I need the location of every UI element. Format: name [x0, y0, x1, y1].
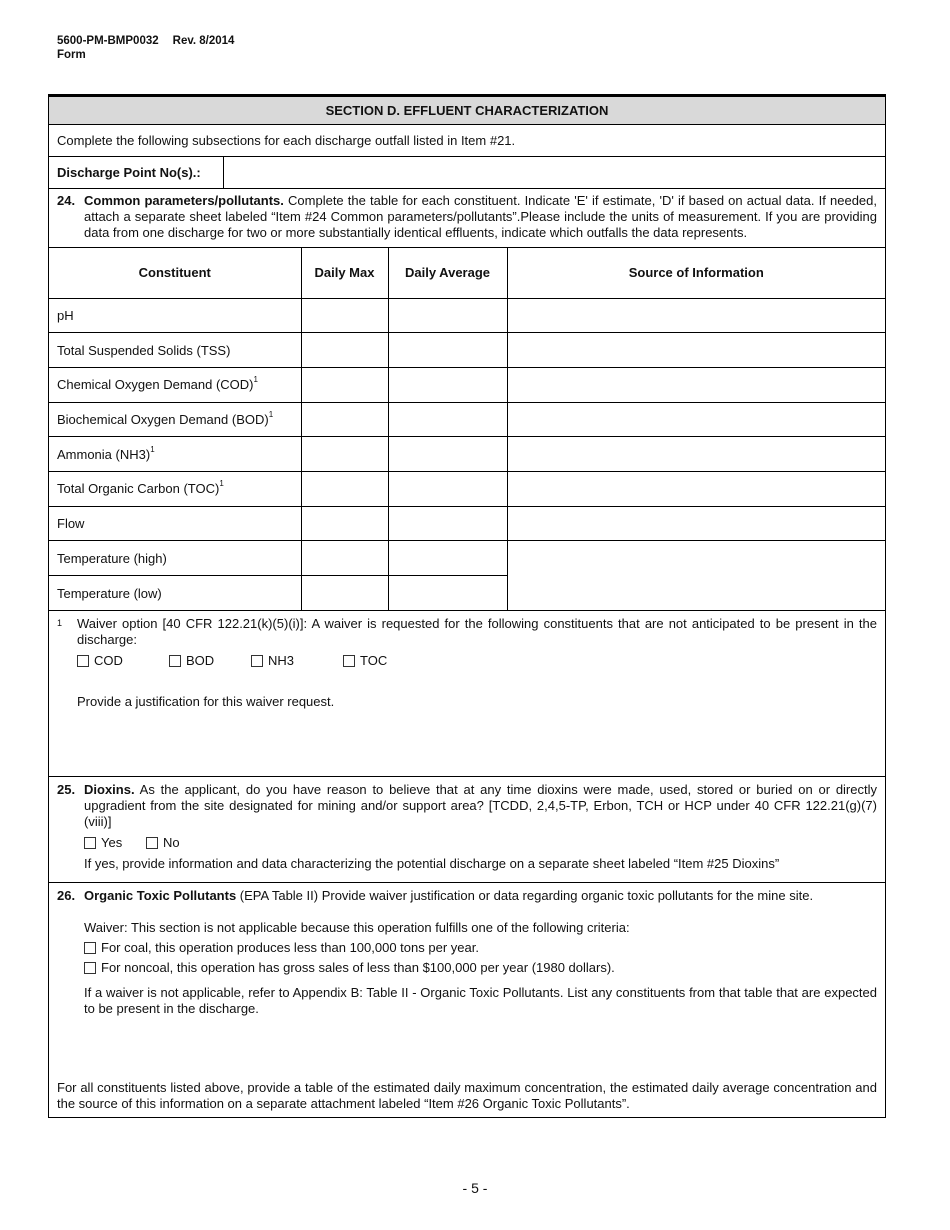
daily-average-cell[interactable]	[388, 437, 507, 472]
item-26-heading: Organic Toxic Pollutants	[84, 888, 237, 904]
daily-average-cell[interactable]	[388, 541, 507, 576]
form-header	[57, 34, 234, 62]
constituent-cell: Total Organic Carbon (TOC)$^1$	[49, 471, 301, 506]
daily-max-cell[interactable]	[301, 576, 388, 611]
parameters-table	[49, 248, 885, 610]
form-id: 5600-PM-BMP0032	[57, 35, 159, 47]
form-label: Form	[57, 49, 86, 61]
discharge-point-field[interactable]	[224, 157, 885, 188]
item-25-heading: Dioxins.	[84, 782, 135, 798]
waiver-justification-prompt: Provide a justification for this waiver request.	[77, 694, 335, 710]
daily-average-cell[interactable]	[388, 576, 507, 611]
waiver-option-cod[interactable]: COD	[77, 652, 169, 670]
table-row	[49, 333, 885, 368]
page-number: - 5 -	[462, 1180, 488, 1196]
checkbox-icon[interactable]	[146, 837, 158, 849]
daily-average-cell[interactable]	[388, 402, 507, 437]
source-cell-temperature[interactable]	[507, 541, 885, 610]
checkbox-icon[interactable]	[84, 942, 96, 954]
dioxin-yes[interactable]: Yes	[84, 834, 146, 852]
col-header-daily-average: Daily Average	[388, 248, 507, 298]
constituent-cell: Temperature (low)	[49, 576, 301, 611]
constituent-cell: pH	[49, 298, 301, 333]
source-cell[interactable]	[507, 333, 885, 368]
waiver-noncoal-option[interactable]: For noncoal, this operation has gross sales of less than $100,000 per year (1980 dollars).	[84, 960, 877, 976]
waiver-text: Waiver option [40 CFR 122.21(k)(5)(i)]: A waiver is requested for the following constituents that are not anticipated to be present in the discharge:	[77, 616, 877, 648]
effluent-form	[48, 94, 886, 1118]
item-24	[49, 189, 885, 248]
item-26-waiver: Waiver: This section is not applicable because this operation fulfills one of the following criteria:	[84, 920, 630, 936]
checkbox-icon[interactable]	[343, 655, 355, 667]
checkbox-icon[interactable]	[84, 837, 96, 849]
waiver-footnote	[49, 611, 885, 777]
item-26-text: (EPA Table II) Provide waiver justification or data regarding organic toxic pollutants for the mine site.	[236, 888, 814, 904]
source-cell[interactable]	[507, 437, 885, 472]
table-row	[49, 298, 885, 333]
col-header-constituent: Constituent	[49, 248, 301, 298]
source-cell[interactable]	[507, 471, 885, 506]
waiver-option-nh3[interactable]: NH3	[251, 652, 343, 670]
source-cell[interactable]	[507, 506, 885, 541]
form-revision: Rev. 8/2014	[172, 35, 235, 47]
daily-max-cell[interactable]	[301, 437, 388, 472]
item-24-text: Complete the table for each constituent. Indicate 'E' if estimate, 'D' if based on actual data. If needed, attach a separate sheet labeled “Item #24 Common parameters/pollutants”.Please include the units of measurement. If you are providing data from one discharge for two or more substantially identical effluents, indicate which outfalls the data represents.	[84, 193, 877, 240]
item-24-heading: Common parameters/pollutants.	[84, 193, 284, 208]
waiver-coal-option[interactable]: For coal, this operation produces less than 100,000 tons per year.	[84, 940, 877, 956]
constituent-cell: Flow	[49, 506, 301, 541]
daily-max-cell[interactable]	[301, 541, 388, 576]
daily-average-cell[interactable]	[388, 471, 507, 506]
daily-average-cell[interactable]	[388, 367, 507, 402]
daily-max-cell[interactable]	[301, 367, 388, 402]
table-row	[49, 402, 885, 437]
checkbox-icon[interactable]	[77, 655, 89, 667]
waiver-option-toc[interactable]: TOC	[343, 652, 387, 670]
item-25-text: As the applicant, do you have reason to believe that at any time dioxins were made, used, stored or buried on or directly upgradient from the site designated for mining and/or support area? [TCDD, 2,4,5-TP, Erbon, TCH or HCP under 40 CFR 122.21(g)(7)(viii)]	[84, 782, 877, 830]
constituent-cell: Biochemical Oxygen Demand (BOD)$^1$	[49, 402, 301, 437]
waiver-option-bod[interactable]: BOD	[169, 652, 251, 670]
source-cell[interactable]	[507, 298, 885, 333]
table-row	[49, 541, 885, 576]
daily-average-cell[interactable]	[388, 298, 507, 333]
source-cell[interactable]	[507, 402, 885, 437]
daily-average-cell[interactable]	[388, 333, 507, 368]
item-24-number: 24.	[57, 193, 76, 208]
checkbox-icon[interactable]	[169, 655, 181, 667]
constituent-cell: Ammonia $(NH3)^1$	[49, 437, 301, 472]
item-25	[49, 777, 885, 883]
col-header-source: Source of Information	[507, 248, 885, 298]
item-26-not-applicable: If a waiver is not applicable, refer to Appendix B: Table II - Organic Toxic Pollutants. List any constituents from that table that are expected to be present in the discharge.	[84, 985, 877, 1017]
item-25-number: 25.	[57, 782, 76, 798]
table-row	[49, 437, 885, 472]
constituent-cell: Total Suspended Solids (TSS)	[49, 333, 301, 368]
constituent-cell: Chemical Oxygen Demand (COD)$^1$	[49, 367, 301, 402]
daily-average-cell[interactable]	[388, 506, 507, 541]
item-25-followup: If yes, provide information and data characterizing the potential discharge on a separate sheet labeled “Item #25 Dioxins”	[84, 856, 780, 872]
table-row	[49, 367, 885, 402]
daily-max-cell[interactable]	[301, 298, 388, 333]
dioxin-options	[84, 834, 877, 852]
table-row	[49, 471, 885, 506]
section-intro: Complete the following subsections for each discharge outfall listed in Item #21.	[49, 125, 885, 157]
section-title: SECTION D. EFFLUENT CHARACTERIZATION	[49, 97, 885, 125]
item-26	[49, 883, 885, 1117]
daily-max-cell[interactable]	[301, 402, 388, 437]
item-26-closing: For all constituents listed above, provide a table of the estimated daily maximum concentration, the estimated daily average concentration and the source of this information on a separate attachment labeled “Item #26 Organic Toxic Pollutants”.	[57, 1080, 877, 1112]
waiver-options	[77, 652, 877, 670]
daily-max-cell[interactable]	[301, 333, 388, 368]
daily-max-cell[interactable]	[301, 506, 388, 541]
col-header-daily-max: Daily Max	[301, 248, 388, 298]
parameters-table-wrap	[49, 248, 885, 611]
table-row	[49, 506, 885, 541]
daily-max-cell[interactable]	[301, 471, 388, 506]
constituent-cell: Temperature (high)	[49, 541, 301, 576]
discharge-point-label: Discharge Point No(s).:	[49, 157, 224, 188]
discharge-point-row	[49, 157, 885, 189]
footnote-mark: 1	[57, 618, 63, 629]
checkbox-icon[interactable]	[251, 655, 263, 667]
source-cell[interactable]	[507, 367, 885, 402]
dioxin-no[interactable]: No	[146, 834, 180, 852]
item-26-number: 26.	[57, 888, 76, 904]
checkbox-icon[interactable]	[84, 962, 96, 974]
